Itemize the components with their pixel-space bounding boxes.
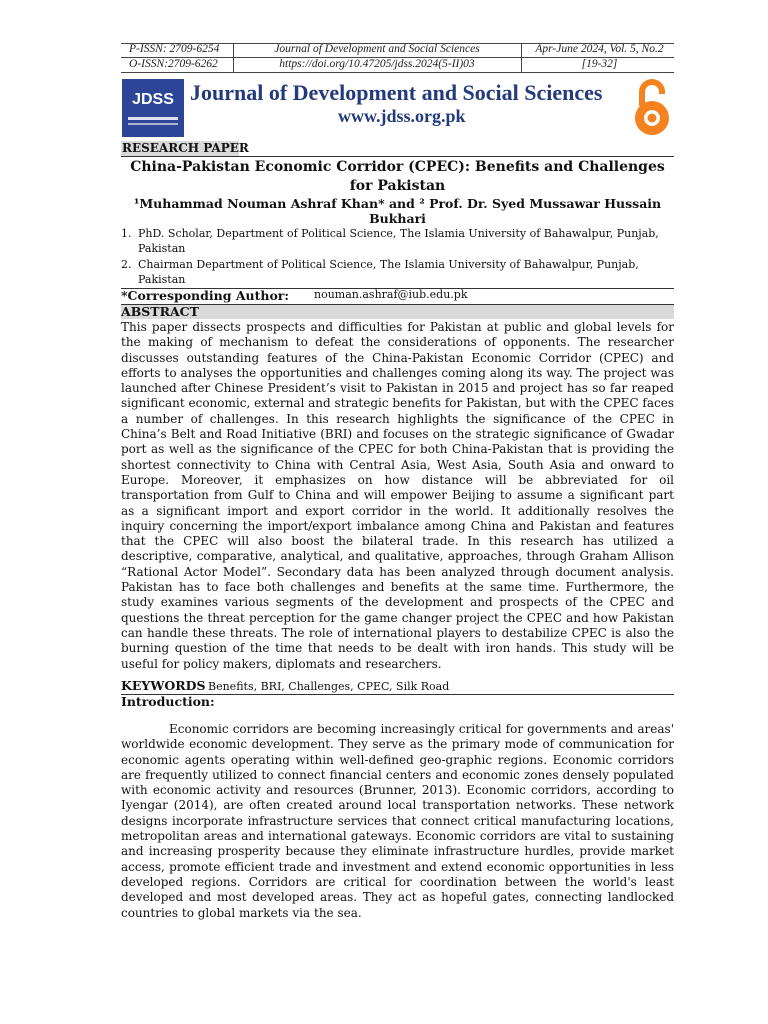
divider [121,72,674,73]
affiliation-text: Chairman Department of Political Science, The Islamia University of Bahawalpur, Punjab, [138,258,639,271]
corresponding-author-label: *Corresponding Author: [121,288,290,303]
article-authors: ¹Muhammad Nouman Ashraf Khan* and ² Prof. Dr. Syed Mussawar Hussain Bukhari [133,196,662,226]
article-title-line2: for Pakistan [349,178,446,194]
introduction-heading: Introduction: [121,694,215,709]
abstract-heading: ABSTRACT [121,304,199,319]
article-title-line1: China-Pakistan Economic Corridor (CPEC): Benefits and Challenges [130,159,665,175]
online-issn: O-ISSN:2709-6262 [129,58,218,70]
page-range: [19-32] [581,58,618,70]
masthead-website[interactable]: www.jdss.org.pk [338,106,466,126]
affiliation-text: PhD. Scholar, Department of Political Science, The Islamia University of Bahawalpur, Punjab, [138,227,659,240]
print-issn: P-ISSN: 2709-6254 [129,43,220,55]
open-access-lock-icon [630,76,674,138]
affiliation-text-cont: Pakistan [138,273,186,286]
keywords-label: KEYWORDS [121,678,206,693]
issue-info: Apr-June 2024, Vol. 5, No.2 [535,43,664,55]
keywords-list: Benefits, BRI, Challenges, CPEC, Silk Road [208,680,450,693]
book-icon [122,79,184,137]
affiliation-number: 2. [121,258,132,271]
divider [233,43,234,73]
abstract-heading-bar [121,305,674,319]
jdss-logo [122,79,184,137]
affiliation-number: 1. [121,227,132,240]
corresponding-email[interactable]: nouman.ashraf@iub.edu.pk [314,288,468,301]
affiliation-text-cont: Pakistan [138,242,186,255]
doi-link[interactable]: https://doi.org/10.47205/jdss.2024(5-II)03 [279,58,475,70]
article-type-label: RESEARCH PAPER [122,141,249,155]
header-meta-table [121,43,674,73]
abstract-text: This paper dissects prospects and difficulties for Pakistan at public and global levels for the making of mechanism to defeat the considerations of opponents. The researcher discusses outstanding features of the China-Pakistan Economic Corridor (CPEC) and efforts to analyses the opportunities and challenges coming along its way. The project was launched after Chinese President’s visit to Pakistan in 2015 and project has so far reaped significant economic, external and strategic benefits for Pakistan, but with the CPEC faces a number of challenges. In this research highlights the significance of the CPEC in China’s Belt and Road Initiative (BRI) and focuses on the strategic significance of Gwadar port as well as the significance of the CPEC for both China-Pakistan that is providing the shortest connectivity to China with Central Asia, West Asia, South Asia and onward to Europe. Moreover, it emphasizes on how distance will be abbreviated for oil transportation from Gulf to China and will empower Beijing to assume a significant part as a significant import and export corridor in the world. It additionally resolves the inquiry concerning the import/export imbalance among China and Pakistan and features that the CPEC will also boost the bilateral trade. In this research has utilized a descriptive, comparative, analytical, and qualitative, approaches, through Graham Allison “Rational Actor Model”. Secondary data has been analyzed through document analysis. Pakistan has to face both challenges and benefits at the same time. Furthermore, the study examines various segments of the development and prospects of the CPEC and questions the threat perception for the game changer project the CPEC and how Pakistan can handle these threats. The role of international players to destabilize CPEC is also the burning question of the time that needs to be dealt with iron hands. This study will be useful for policy makers, diplomats and researchers. [121,320,674,670]
divider [121,156,674,157]
introduction-text: Economic corridors are becoming increasingly critical for governments and areas' worldwide economic development. They serve as the primary mode of communication for economic agents operating within well-defined geo-graphic regions. Economic corridors are frequently utilized to connect financial centers and economic zones densely populated with economic activity and resources (Brunner, 2013). Economic corridors, according to Iyengar (2014), are often created around local transportation networks. These network designs incorporate infrastructure services that connect critical manufacturing locations, metropolitan areas and international gateways. Economic corridors are vital to sustaining and increasing prosperity because they eliminate infrastructure hurdles, provide market access, promote efficient trade and investment and extend economic opportunities in less developed regions. Corridors are critical for coordination between the world's least developed and most developed areas. They act as hopeful gates, connecting landlocked countries to global markets via the sea. [121,722,674,920]
masthead-title: Journal of Development and Social Sciences [190,80,603,105]
logo-text: JDSS [132,91,174,108]
divider [521,43,522,73]
header-journal-name: Journal of Development and Social Sciences [274,43,480,55]
